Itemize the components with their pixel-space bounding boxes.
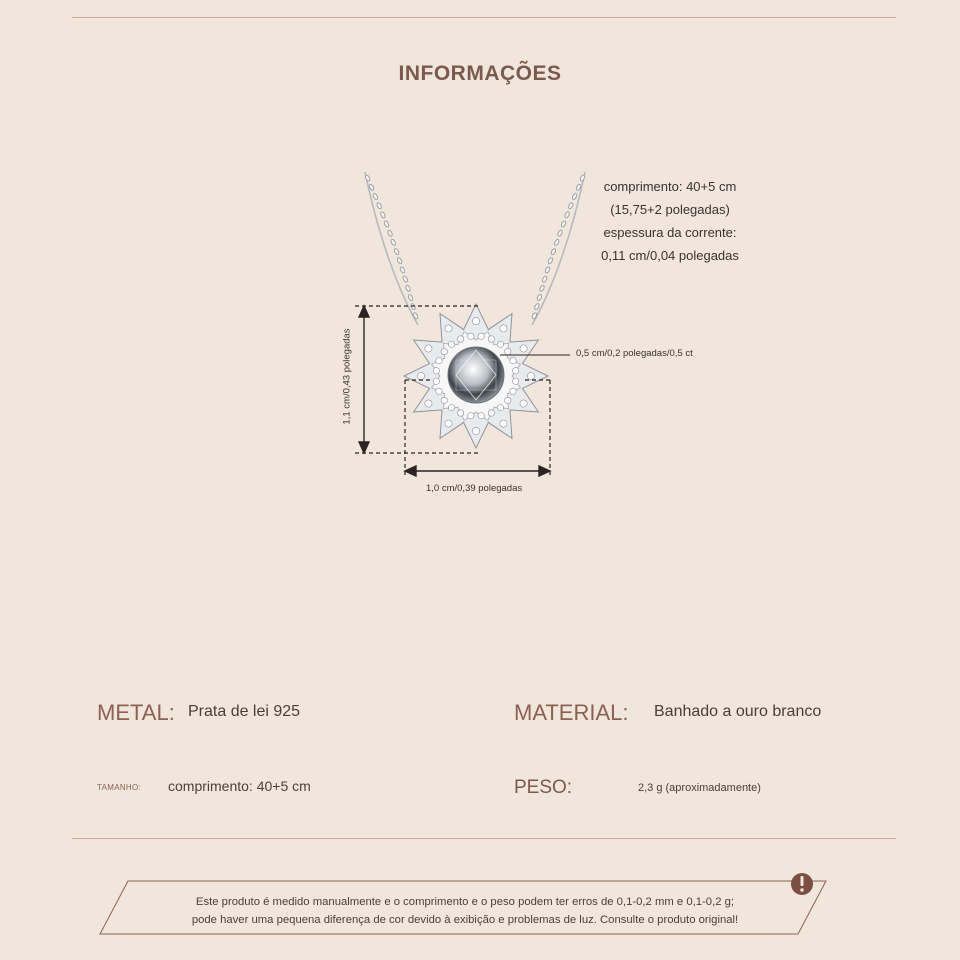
pave-stone — [433, 378, 439, 384]
pave-stone — [436, 358, 442, 364]
chain-link — [397, 257, 403, 264]
pave-stone — [468, 413, 474, 419]
chain-link — [380, 211, 386, 218]
pave-stone — [433, 368, 439, 374]
pave-stone — [510, 358, 516, 364]
weight-label: PESO: — [514, 777, 573, 798]
chain-link — [544, 266, 550, 273]
pave-stone — [500, 420, 507, 427]
pave-stone — [520, 345, 527, 352]
disclaimer-line-1: Este produto é medido manualmente e o comprimento e o peso podem ter erros de 0,1-0,2 mm e 0,1-0,2 g; — [195, 896, 735, 908]
bottom-divider — [72, 838, 896, 839]
chain-link — [536, 294, 542, 301]
pave-stone — [425, 400, 432, 407]
pave-stone — [488, 410, 494, 416]
pave-stone — [505, 348, 511, 354]
material-value: Banhado a ouro branco — [654, 703, 822, 720]
spec-length-inches: (15,75+2 polegadas) — [610, 202, 730, 217]
pave-stone — [445, 325, 452, 332]
chain-link — [402, 275, 408, 282]
chain — [365, 172, 585, 325]
pave-stone — [472, 317, 479, 324]
pave-stone — [468, 333, 474, 339]
pave-stone — [513, 378, 519, 384]
pave-stone — [436, 388, 442, 394]
chain-link — [547, 257, 553, 264]
pave-stone — [458, 410, 464, 416]
pave-stone — [497, 405, 503, 411]
width-label: 1,0 cm/0,39 polegadas — [426, 483, 523, 494]
chain-link — [405, 285, 411, 292]
height-label: 1,1 cm/0,43 polegadas — [341, 328, 353, 425]
chain-link — [372, 193, 378, 200]
pave-stone — [510, 388, 516, 394]
disclaimer-line-2: pode haver uma pequena diferença de cor devido à exibição e problemas de luz. Consulte o produto original! — [191, 914, 739, 926]
chain-link — [383, 220, 389, 227]
spec-length: comprimento: 40+5 cm — [603, 179, 737, 194]
pave-stone — [513, 368, 519, 374]
page-title: INFORMAÇÕES — [398, 62, 562, 85]
spec-chain-thickness-label: espessura da corrente: — [603, 225, 737, 240]
chain-links — [365, 174, 586, 319]
pave-stone — [500, 325, 507, 332]
pave-stone — [441, 397, 447, 403]
chain-link — [387, 230, 393, 237]
pave-stone — [478, 333, 484, 339]
pave-stone — [472, 427, 479, 434]
chain-link — [376, 202, 382, 209]
chain-link — [365, 174, 371, 181]
weight-value: 2,3 g (aproximadamente) — [638, 782, 761, 794]
pave-stone — [527, 372, 534, 379]
material-label: MATERIAL: — [514, 700, 629, 725]
chain-link — [390, 239, 396, 246]
pave-stone — [441, 348, 447, 354]
disclaimer-notice — [100, 893, 830, 929]
chain-link — [554, 239, 560, 246]
pave-stone — [425, 345, 432, 352]
pendant — [404, 304, 548, 448]
pave-stone — [458, 336, 464, 342]
chain-link — [408, 294, 414, 301]
chain-link — [399, 266, 405, 273]
size-value: comprimento: 40+5 cm — [168, 778, 311, 794]
chain-link — [534, 303, 540, 310]
pave-stone — [445, 420, 452, 427]
metal-value: Prata de lei 925 — [188, 703, 301, 720]
pave-stone — [448, 341, 454, 347]
chain-link — [394, 248, 400, 255]
metal-label: METAL: — [97, 700, 175, 725]
chain-link — [542, 275, 548, 282]
chain-link — [539, 285, 545, 292]
pave-stone — [488, 336, 494, 342]
pave-stone — [417, 372, 424, 379]
stone-size-label: 0,5 cm/0,2 polegadas/0,5 ct — [576, 348, 693, 359]
pave-stone — [478, 413, 484, 419]
size-label: TAMANHO: — [97, 783, 142, 792]
spec-chain-thickness: 0,11 cm/0,04 polegadas — [601, 248, 739, 263]
pave-stone — [497, 341, 503, 347]
chain-link — [550, 248, 556, 255]
pave-stone — [520, 400, 527, 407]
pave-stone — [505, 397, 511, 403]
pave-stone — [448, 405, 454, 411]
